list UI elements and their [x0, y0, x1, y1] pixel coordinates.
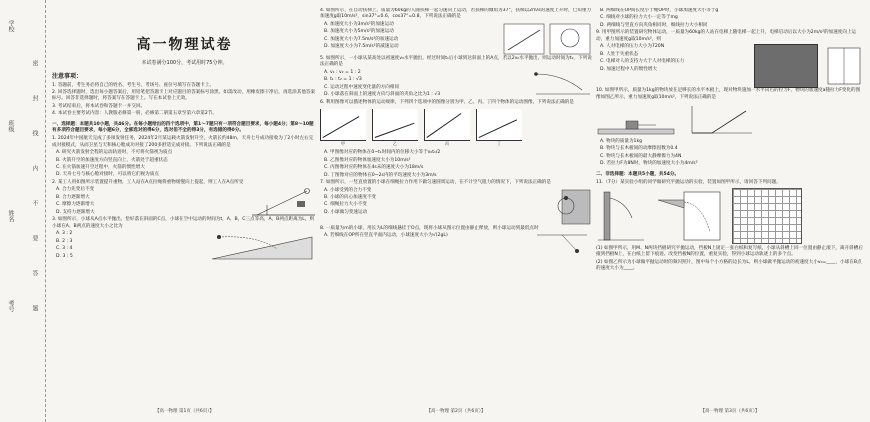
- question-1: 1. 2024年中国航天完成了多项发射任务，2024年2月某运载火箭发射升空，火箭长约48m，天舟七号成功接收为了2小时左右完成对接模式，从而卫星与天和核心舱成功对接了200多舒适完成对接。下列说法正确的是: [52, 136, 314, 148]
- graph-label: 丙: [445, 140, 449, 146]
- notice-item: 4. 本试卷主要考试内容：人教版必修第一册，必修第二册第五章至第六章第2节。: [52, 111, 217, 117]
- pendulum-figure: [532, 233, 592, 255]
- circular-motion-figure: [542, 188, 592, 226]
- option: A. 3 : 2: [56, 231, 73, 237]
- option: B. 合力逐渐增大: [56, 194, 90, 200]
- block-board-figure: [596, 111, 676, 137]
- option: B. 人处于失重状态: [600, 51, 639, 57]
- exam-title: 高一物理试卷: [136, 37, 233, 53]
- notice-item: 2. 回答选择题时，选出每小题答案后，用铅笔把答题卡上对应题目的答案标号涂黑。如需改动，用橡皮擦干净后，再选涂其他答案标号。回答非选择题时，将答案写在答题卡上。写在本试卷上无效。: [52, 90, 316, 102]
- option: D. 小球落在斜面上的速度方向与斜面的夹角之比为1 : √3: [324, 92, 441, 98]
- option: A. v₁ : v₂ = 1 : 2: [324, 69, 361, 75]
- option: C. 3 : 4: [56, 246, 73, 252]
- motion-graphs: [320, 109, 592, 147]
- option: C. 加速度大小为7.5m/s²的加速运动: [324, 36, 399, 42]
- elevator-photo: [754, 44, 818, 88]
- seal-char: 不: [31, 200, 38, 206]
- option: B. 加速度大小为5m/s²的加速运动: [324, 29, 394, 35]
- option: B. 小球的向心加速度不变: [324, 195, 377, 200]
- option: D. 3 : 5: [56, 253, 73, 259]
- question-5: 5. 如图所示，一小球从某高处以初速度v₀水平抛出，经过时间t₁后小球到达斜面上的A点，若以2v₀水平抛出，则运动时间为t₂，下列说法正确的是: [320, 55, 592, 68]
- option: C. 细绳拉力大小不变: [324, 202, 367, 208]
- question-3: 3. 如图所示，小球从A点水平抛出，恰好落在斜面的C点，小球在空中运动的时间为t，A、B、C三点等高，A、B两点距离为L，则小球在A、B两点的速度大小之比为: [52, 217, 315, 229]
- question-10: 10. 如图甲所示，质量为1kg的物块放在足够长的水平木板上，现对物块施加一水平向右的拉力F，物块的加速度a随拉力F变化的图像如图乙所示，重力加速度g取10m/s²，下列说法正确的是: [596, 88, 861, 100]
- apparatus-figure-a: [596, 188, 646, 244]
- section-heading: 一、选择题：本题共10小题，共46分。在每小题给出的四个选项中，第1～7题只有一项符合题目要求，每小题4分；第8～10题有多项符合题目要求，每小题6分，全部选对的得6分，选对但不全的得3分，有选错的得0分。: [52, 121, 314, 133]
- option: D. 加速度大小为7.5m/s²的减速运动: [324, 44, 399, 50]
- graph-ding: [476, 109, 522, 141]
- pulley-figure: [247, 187, 317, 217]
- seal-char: 要: [31, 235, 38, 241]
- option: A. 人对电梯的压力大小为720N: [600, 44, 665, 50]
- notice-item: 3. 考试结束后，将本试卷和答题卡一并交回。: [52, 103, 146, 109]
- option: A. 小球受到的合力不变: [324, 187, 372, 193]
- option: C. 丙图像对应的物体在4s末的速度大小为18m/s: [324, 165, 424, 171]
- exam-subtitle: 本试卷满分100分，考试用时75分钟。: [141, 60, 228, 66]
- option: D. 两细线与竖直方向夹角相同时，细线拉力大小相同: [600, 22, 708, 28]
- graph-bing: [424, 109, 470, 141]
- question-4: 4. 如图所示，在自动扶梯上，质量为60kg的人随扶梯一起匀速向上运动，若扶梯的倾角为37°，扶梯以2m/s的速度上升时，已知重力加速度g取10m/s²，sin37°=0.6，cos37°=0.8，下列说法正确的是: [320, 8, 592, 20]
- option: A. 物块的质量为1kg: [600, 138, 643, 144]
- seal-char: 密: [31, 60, 38, 66]
- option: C. 摩擦力逐渐增大: [56, 202, 95, 208]
- incline-figure: [207, 231, 317, 261]
- question-11: 11.（7分）某实验小组的同学做研究平抛运动的实验，装置如图甲所示，请回答下列问题。: [596, 179, 781, 185]
- page-footer: 【高一物理 第2页（共6页）】: [426, 409, 486, 414]
- option: B. 两细线在OP间长度小于绳OP时，小球加速度大小等于g: [600, 8, 719, 13]
- trajectory-grid: [732, 188, 802, 244]
- graph-yi: [372, 109, 418, 141]
- apparatus-figure-b: [654, 188, 724, 244]
- option: D. 支持力逐渐增大: [56, 209, 95, 215]
- option: C. 物块与长木板间的最大静摩擦力为4N: [600, 153, 682, 159]
- option: B. t₁ : t₂ = 1 : √3: [324, 77, 362, 83]
- option: B. 火箭升空的加速度方向竖直向上，火箭处于超重状态: [56, 157, 168, 163]
- page-2: [320, 8, 592, 408]
- option: A. 甲图像对应的物体在0~t₁时间内的位移大小等于v₀t₁/2: [324, 150, 441, 156]
- question-7: 7. 如图所示，一竖直放置的小球在细绳拉力作用下做匀速圆周运动，在不计空气阻力的情况下，下列说法正确的是: [320, 180, 551, 186]
- seal-char: 题: [31, 305, 38, 311]
- option: D. 天舟七号与核心舱对接时，可以将它们视为质点: [56, 172, 159, 178]
- projectile-figure: [532, 70, 592, 96]
- question-11-part-1: (1) 如图甲所示，用M、N两块挡板研究平抛运动，挡板N上固定一张白纸和复写纸，小球从斜槽上同一位置由静止滚下，离开斜槽后撞到挡板N上，在白纸上留下痕迹。改变挡板N的位置，重复实验，得到小球运动轨迹上的多个点。: [596, 246, 863, 258]
- option: D. 小球做匀变速运动: [324, 209, 368, 215]
- seal-char: 内: [31, 165, 38, 171]
- graph-label: 丁: [497, 140, 501, 146]
- binding-gutter: [0, 0, 46, 422]
- page-3: [596, 8, 864, 408]
- notice-heading: 注意事项：: [52, 73, 83, 81]
- option: C. 运动过程中速度变化量的方向相同: [324, 84, 400, 90]
- question-2: 2. 某工人用如图所示装置提升重物，工人站在A点拉绳将重物缓慢向上提起，则工人在A点所受: [52, 179, 244, 185]
- option: D. 若拉力F为8N时，物块的加速度大小为4m/s²: [600, 161, 698, 167]
- option: A. 加速度大小为3m/s²的加速运动: [324, 21, 394, 27]
- gutter-label-school: 学校: [7, 20, 14, 32]
- gutter-label-class: 班级: [7, 120, 14, 132]
- option: A. 研究火箭发射全程的运动轨迹时，不可将火箭视为质点: [56, 150, 173, 156]
- question-8: 8. 一质量为m的小球，用长为L的细线悬挂于O点，现将小球从图示位置由静止释放，则小球运动到最低点时: [320, 225, 539, 231]
- option: D. 丁图像对应的物体在0~2s内的平均速度大小为3m/s: [324, 172, 437, 178]
- gutter-label-number: 考号: [7, 300, 14, 312]
- page-footer: 【高一物理 第1页（共6页）】: [155, 409, 214, 414]
- gutter-label-name: 姓名: [7, 210, 14, 222]
- graph-label: 乙: [393, 140, 397, 146]
- question-11-part-2: (2) 如图乙所示为小球做平抛运动时的频闪照片，图中每个小方格的边长为L，则小球做平抛运动的初速度大小v₀=____，小球在B点的速度大小为____。: [596, 259, 862, 272]
- page-footer: 【高一物理 第3页（共6页）】: [700, 409, 760, 414]
- graph-jia: [320, 109, 366, 141]
- elevator-diagram: [824, 44, 864, 88]
- option: A. 合力先变后不变: [56, 187, 95, 193]
- option: C. 在火箭加速升空过程中，火箭的惯性增大: [56, 164, 145, 170]
- option: D. 加速过程中人的惯性增大: [600, 66, 657, 72]
- seal-char: 线: [31, 130, 38, 136]
- option: B. 2 : 3: [56, 238, 73, 244]
- escalator-figure: [502, 22, 592, 56]
- section-heading: 二、非选择题：本题共5小题，共54分。: [596, 171, 680, 177]
- notice-item: 1. 答题前，考生务必将自己的姓名、考生号、考场号、座位号填写在答题卡上。: [52, 82, 215, 88]
- option: C. 细线对小球的拉力大小一定等于mg: [600, 15, 678, 21]
- seal-char: 封: [31, 95, 38, 101]
- option: C. 电梯对人的支持力大于人对电梯的压力: [600, 59, 685, 65]
- a-f-graph: [686, 103, 756, 137]
- option: A. 若细线在OP所在竖直平面内运动，小球速度大小为√(2gL): [324, 233, 448, 238]
- question-9: 9. 用甲图所示的装置研究物体运动，一质量为60kg的人站在电梯上随电梯一起上升，电梯启动后以大小为2m/s²的加速度向上运动，重力加速度g取10m/s²，则: [596, 30, 857, 42]
- seal-char: 答: [31, 270, 38, 276]
- option: B. 乙图像对应的物体加速度大小为10m/s²: [324, 157, 411, 163]
- page-1: [52, 8, 317, 408]
- option: B. 物块与长木板间的动摩擦因数为0.4: [600, 146, 678, 152]
- question-6: 6. 利用图像可以描述物体的运动规律，下列四个选项中的图像分别为甲、乙、丙、丁四个物体的运动图像，下列说法正确的是: [320, 99, 574, 105]
- graph-label: 甲: [341, 140, 345, 146]
